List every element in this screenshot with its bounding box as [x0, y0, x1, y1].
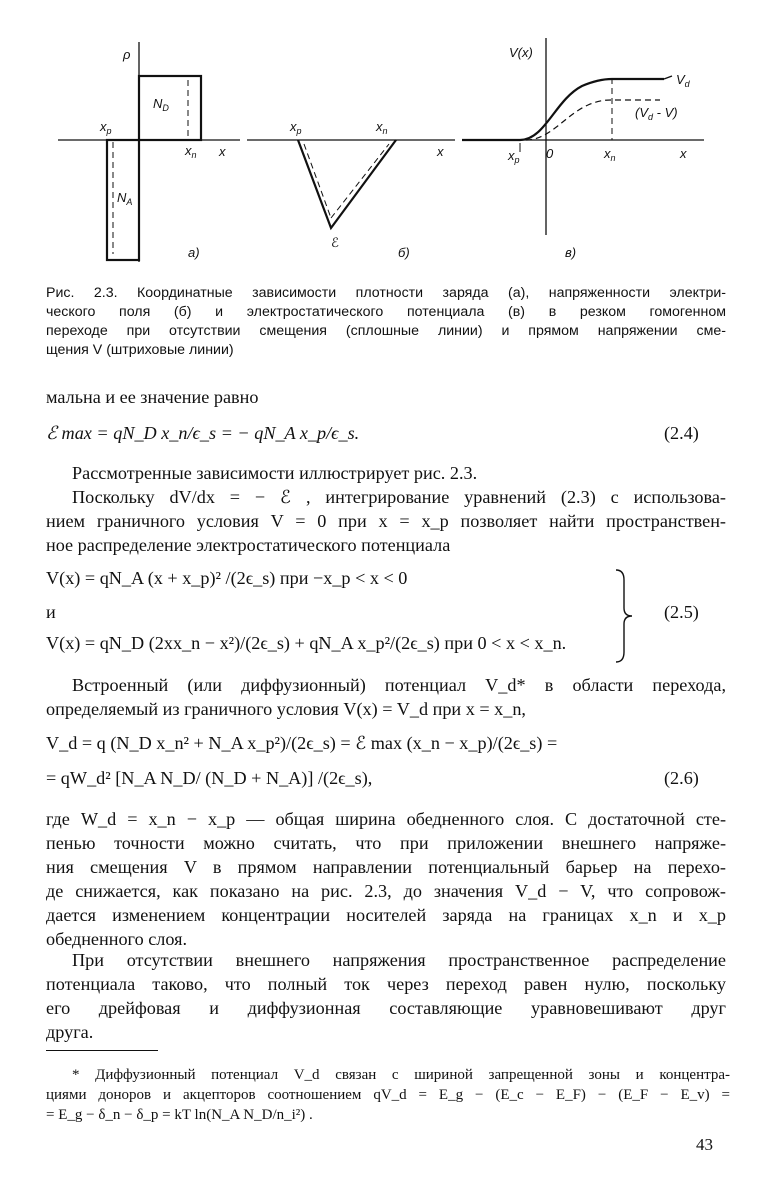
paragraph-line: нием граничного условия V = 0 при x = x_p позволяет найти пространствен- — [46, 511, 726, 531]
label-xp-b: x — [290, 119, 297, 134]
paragraph-line: пенью точности можно считать, что при приложении внешнего напряже- — [46, 833, 726, 853]
svg-text:(Vd - V): $(V_d - V)$ — [635, 105, 678, 122]
footnote-line: циями доноров и акцепторов соотношением qV_d = E_g − (E_c − E_F) − (E_F − E_v) = — [46, 1087, 730, 1103]
caption-line: Рис. 2.3. Координатные зависимости плотности заряда (а), напряженности электри- — [46, 285, 726, 301]
label-field-e: ℰ — [331, 235, 339, 250]
label-xn-b: x — [376, 119, 383, 134]
label-vd-minus-v: (V — [635, 105, 648, 120]
panel-c-potential — [462, 38, 704, 235]
paragraph-line: При отсутствии внешнего напряжения пространственное распределение — [72, 950, 726, 970]
page-number: 43 — [696, 1135, 713, 1154]
paragraph-line: его дрейфовая и диффузионная составляющие уравновешивают друг — [46, 998, 726, 1018]
paragraph-line: Встроенный (или диффузионный) потенциал V_d* в области перехода, — [72, 675, 726, 695]
equation-2-5a: V(x) = qN_A (x + x_p)² /(2ϵ_s) при −x_p < x < 0 — [46, 568, 408, 588]
paragraph-current — [46, 948, 726, 1044]
paragraph-line: ния смещения V в прямом направлении потенциальный барьер на перехо- — [46, 857, 726, 877]
paragraph-line: определяемый из граничного условия V(x) = V_d при x = x_n, — [46, 699, 526, 719]
paragraph-line: дается изменением концентрации носителей заряда на границах x_n и x_p — [46, 905, 726, 925]
paragraph-line: друга. — [46, 1022, 94, 1042]
svg-text:xn: $x_n$ — [376, 119, 388, 136]
svg-text:xp: $x_p$ — [100, 119, 112, 136]
caption-line: переходе при отсутствии смещения (сплошные линии) и прямом напряжении сме- — [46, 323, 726, 339]
figure-caption — [46, 284, 726, 360]
label-x-a: x — [219, 144, 226, 159]
caption-line: ческого поля (б) и электростатического потенциала (в) в резком гомогенном — [46, 304, 726, 320]
svg-text:ND: $N_D$ — [153, 96, 169, 113]
paragraph-line: потенциала таково, что полный ток через переход равен нулю, поскольку — [46, 974, 726, 994]
equation-number-2-6: (2.6) — [664, 768, 699, 788]
paragraph-depletion — [46, 807, 726, 951]
paragraph-figure-ref: Рассмотренные зависимости иллюстрирует рис. 2.3. — [72, 463, 478, 483]
svg-text:Vd: $V_d$ — [676, 72, 690, 89]
brace-icon — [612, 568, 634, 664]
paragraph-line: Поскольку dV/dx = − ℰ , интегрирование уравнений (2.3) с использова- — [72, 487, 726, 507]
svg-text:xp: $x_p$ — [508, 148, 520, 165]
footnote — [46, 1065, 730, 1125]
label-zero: 0 — [546, 146, 554, 161]
footnote-rule — [46, 1050, 158, 1051]
figure-2-3 — [0, 0, 764, 280]
equation-2-4: ℰ max = qN_D x_n/ϵ_s = − qN_A x_p/ϵ_s. — [46, 423, 360, 443]
label-xn-a: x — [185, 143, 192, 158]
equation-number-2-4: (2.4) — [664, 423, 699, 443]
intro-line: мальна и ее значение равно — [46, 387, 259, 407]
panel-b-electric-field — [247, 140, 455, 228]
label-x-b: x — [437, 144, 444, 159]
svg-text:xp: $x_p$ — [290, 119, 302, 136]
label-xp-c: x — [508, 148, 515, 163]
label-nd: N — [153, 96, 163, 111]
svg-text:xn: $x_n$ — [185, 143, 197, 160]
label-vd: V — [676, 72, 685, 87]
panel-a-charge-density — [58, 42, 240, 262]
label-x-c: x — [680, 146, 687, 161]
paragraph-line: где W_d = x_n − x_p — общая ширина обедненного слоя. С достаточной сте- — [46, 809, 726, 829]
paragraph-line: ное распределение электростатического потенциала — [46, 535, 451, 555]
svg-text:xn: $x_n$ — [604, 146, 616, 163]
caption-line: щения V (штриховые линии) — [46, 342, 234, 358]
panel-c-tag: в) — [565, 245, 577, 260]
panel-b-tag: б) — [398, 245, 410, 260]
equation-2-6b: = qW_d² [N_A N_D/ (N_D + N_A)] /(2ϵ_s), — [46, 768, 373, 788]
label-na: N — [117, 190, 127, 205]
axis-v-label: V(x) — [509, 45, 533, 60]
paragraph-line: обедненного слоя. — [46, 929, 188, 949]
panel-a-tag: a) — [188, 245, 200, 260]
svg-text:NA: $N_A$ — [117, 190, 133, 207]
paragraph-line: де снижается, как показано на рис. 2.3, до значения V_d − V, что сопровож- — [46, 881, 726, 901]
equation-2-5-and: и — [46, 602, 56, 622]
label-xp-a: x — [100, 119, 107, 134]
equation-2-5b: V(x) = qN_D (2xx_n − x²)/(2ϵ_s) + qN_A x_p²/(2ϵ_s) при 0 < x < x_n. — [46, 633, 567, 653]
footnote-line: = E_g − δ_n − δ_p = kT ln(N_A N_D/n_i²) . — [46, 1107, 313, 1123]
axis-rho-label: ρ — [123, 47, 131, 62]
footnote-line: * Диффузионный потенциал V_d связан с шириной запрещенной зоны и концентра- — [72, 1067, 730, 1083]
equation-number-2-5: (2.5) — [664, 602, 699, 622]
label-xn-c: x — [604, 146, 611, 161]
equation-2-6a: V_d = q (N_D x_n² + N_A x_p²)/(2ϵ_s) = ℰ max (x_n − x_p)/(2ϵ_s) = — [46, 733, 558, 753]
